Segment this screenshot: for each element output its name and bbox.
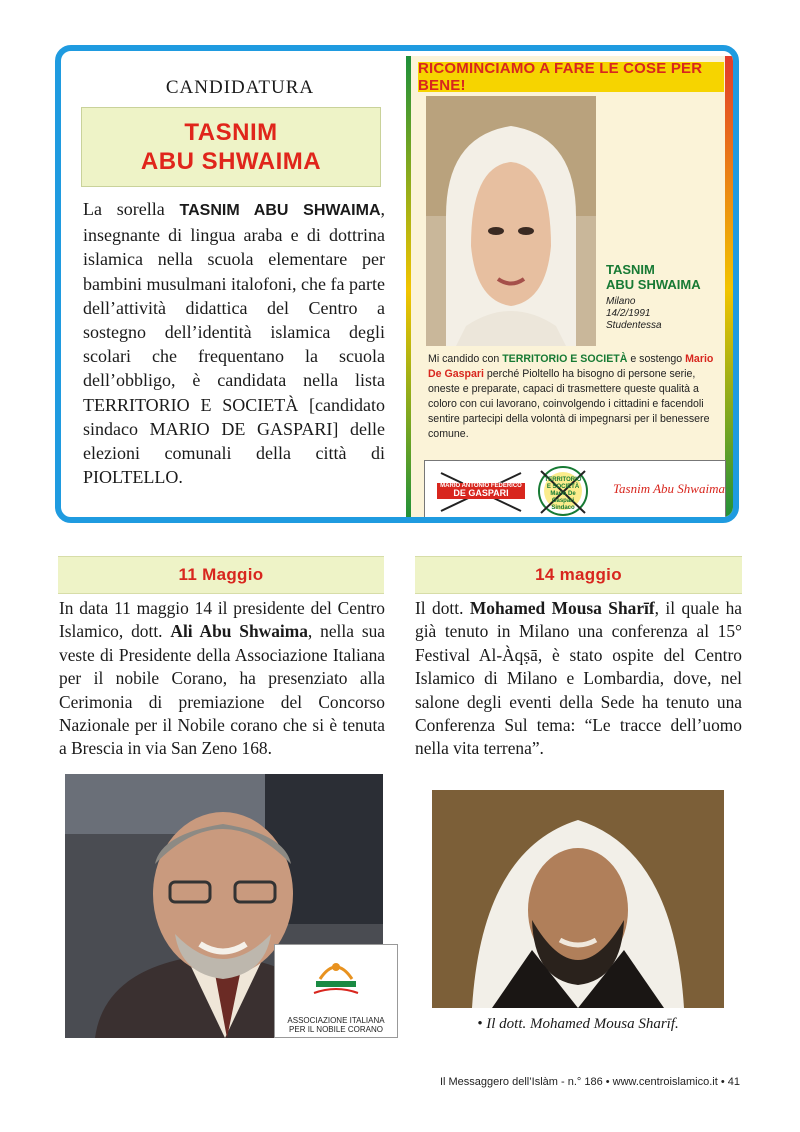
candidate-name-line1: TASNIM bbox=[184, 119, 278, 146]
flyer-candidate-meta bbox=[606, 296, 662, 332]
photo-caption: • Il dott. Mohamed Mousa Sharīf. bbox=[477, 1016, 679, 1032]
flyer-city: Milano bbox=[606, 296, 636, 307]
flyer-stripe-left bbox=[406, 56, 411, 523]
right-text-bold: Mohamed Mousa Sharīf bbox=[469, 598, 655, 618]
flyer-slogan: RICOMINCIAMO A FARE LE COSE PER BENE! bbox=[418, 62, 724, 92]
flyer-statement bbox=[428, 352, 720, 442]
candidacy-box bbox=[55, 45, 739, 523]
left-text-post: , nella sua veste di Presidente della Associazione Italiana per il nobile Corano, ha presenziato alla Cerimonia di premiazione del Concorso Nazionale per il Nobile corano che si è tenuta a Brescia in via San Zeno 168. bbox=[59, 621, 385, 759]
flyer-text-a: Mi candido con bbox=[428, 353, 503, 365]
right-column-text bbox=[415, 597, 742, 761]
left-text-pre: In data 11 maggio 14 il presidente del Centro Islamico, dott. bbox=[59, 598, 385, 642]
candidate-name-line2: ABU SHWAIMA bbox=[140, 148, 322, 175]
flyer-name-line2: ABU SHWAIMA bbox=[606, 277, 701, 292]
flyer-text-list: TERRITORIO E SOCIETÀ bbox=[502, 353, 628, 365]
ballot-mayor-small: MARIO ANTONIO FEDERICO bbox=[440, 483, 522, 489]
candidate-name-box bbox=[81, 107, 381, 187]
candidacy-heading: CANDIDATURA bbox=[165, 77, 315, 98]
flyer-text-b: e sostengo bbox=[627, 353, 686, 365]
ballot-sample bbox=[424, 460, 726, 522]
ballot-mayor-label bbox=[437, 483, 525, 499]
flyer-candidate-name bbox=[606, 262, 701, 292]
right-column-header: 14 maggio bbox=[415, 556, 742, 594]
election-flyer bbox=[406, 56, 733, 523]
party-logo-text: TERRITORIO E SOCIETÀ Mario De Gaspari Sindaco bbox=[544, 477, 582, 511]
quran-association-logo-icon bbox=[306, 949, 366, 999]
ballot-signature: Tasnim Abu Shwaima bbox=[613, 481, 725, 496]
association-logo bbox=[274, 944, 398, 1038]
flyer-stripe-right bbox=[725, 56, 733, 523]
flyer-birth-date: 14/2/1991 bbox=[606, 308, 651, 319]
association-logo-caption bbox=[275, 1016, 397, 1034]
mohamed-mousa-sharif-photo bbox=[432, 790, 724, 1008]
candidacy-text-name: TASNIM ABU SHWAIMA bbox=[179, 202, 381, 219]
candidacy-text-pre: La sorella bbox=[83, 199, 180, 219]
ballot-mayor-big: DE GASPARI bbox=[453, 488, 509, 498]
right-text-post: , il quale ha già tenuto in Milano una conferenza al 15° Festival Al-Àqṣā, è stato ospite del Centro Islamico di Milano e Lombardia, dove, nel salone degli eventi della Sede ha tenuto una Conferenza Sul tema: “Le tracce dell’uomo nella vita terrena”. bbox=[415, 598, 742, 759]
page-footer: Il Messaggero dell’Islàm - n.° 186 • www.centroislamico.it • 41 bbox=[439, 1076, 740, 1088]
left-column-text bbox=[59, 597, 385, 761]
candidacy-paragraph bbox=[83, 197, 385, 489]
logo-caption-line1: ASSOCIAZIONE ITALIANA bbox=[287, 1016, 385, 1025]
flyer-text-mayor: Mario De Gaspari bbox=[428, 353, 714, 380]
flyer-role: Studentessa bbox=[606, 320, 662, 331]
left-text-bold: Ali Abu Shwaima bbox=[170, 621, 308, 642]
candidate-portrait bbox=[426, 96, 596, 346]
candidacy-text-post: , insegnante di lingua araba e di dottrina islamica nella scuola elementare per bambini musulmani italofoni, che fa parte dell’attività didattica del Centro a sostegno dell’identità islamica degli scolari che frequentano la scuola dell’obbligo, è candidata nella lista TERRITORIO E SOCIETÀ [candidato sindaco MARIO DE GASPARI] delle elezioni comunali della città di PIOLTELLO. bbox=[83, 199, 385, 488]
logo-caption-line2: PER IL NOBILE CORANO bbox=[289, 1025, 383, 1034]
flyer-text-c: perché Pioltello ha bisogno di persone serie, oneste e preparate, capaci di trasmettere queste qualità a coloro con cui lavorano, coinvolgendo i cittadini e facendoli sentire partecipi della volontà di impegnarsi per il benessere comune. bbox=[428, 368, 710, 440]
left-column-header: 11 Maggio bbox=[58, 556, 384, 594]
flyer-name-line1: TASNIM bbox=[606, 262, 655, 277]
right-text-pre: Il dott. bbox=[415, 598, 470, 618]
